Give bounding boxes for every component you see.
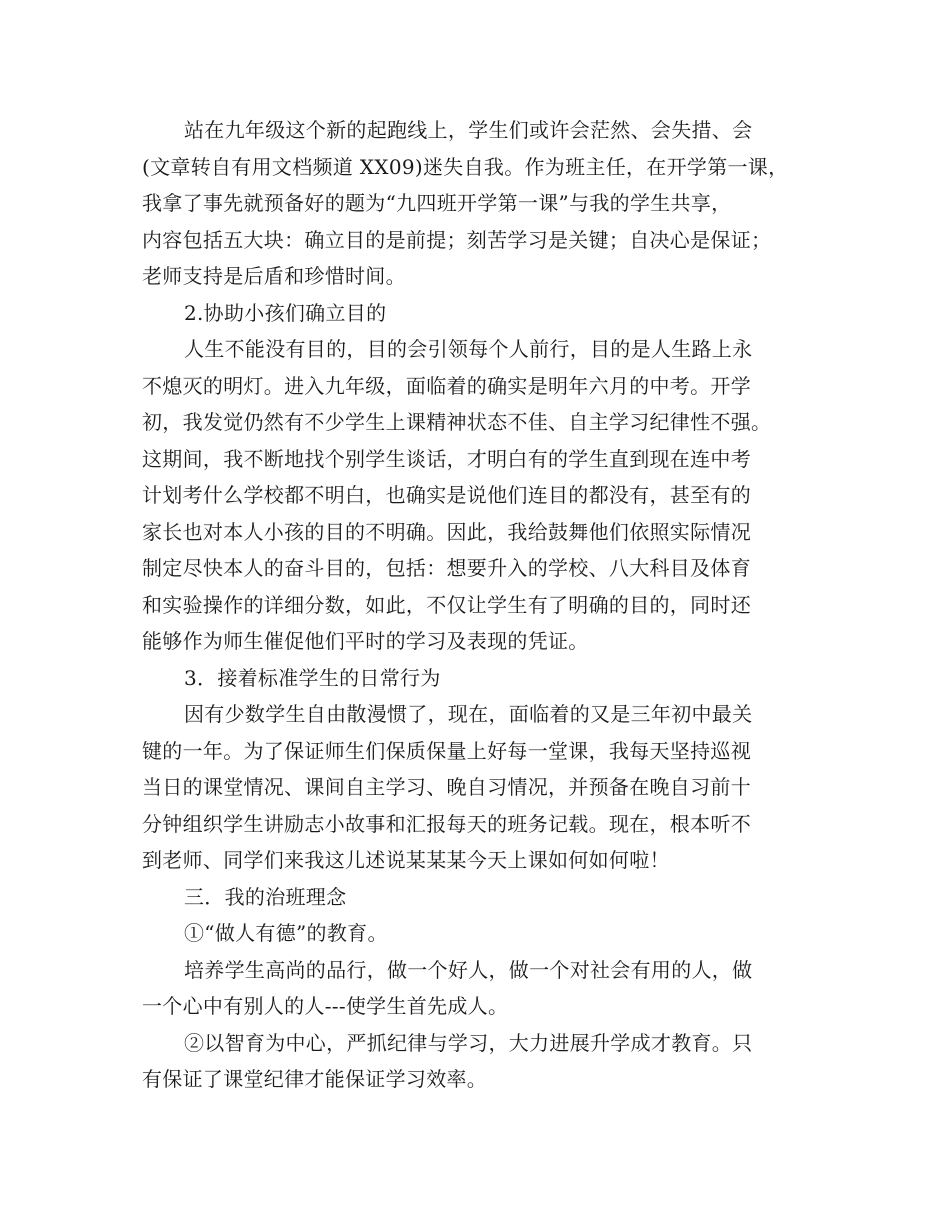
text-line: 这期间，我不断地找个别学生谈话，才明白有的学生直到现在连中考 (142, 446, 751, 471)
text-line: 家长也对本人小孩的目的不明确。因此，我给鼓舞他们依照实际情况 (142, 519, 751, 544)
text-line: 到老师、同学们来我这儿述说某某某今天上课如何如何啦！ (142, 848, 670, 872)
text-line: 培养学生高尚的品行，做一个好人，做一个对社会有用的人，做 (184, 957, 753, 982)
text-line: 和实验操作的详细分数，如此，不仅让学生有了明确的目的，同时还 (142, 592, 751, 617)
text-line: 不熄灭的明灯。进入九年级，面临着的确实是明年六月的中考。开学 (142, 373, 751, 398)
text-line: 有保证了课堂纪律才能保证学习效率。 (142, 1067, 488, 1091)
text-line: 计划考什么学校都不明白，也确实是说他们连目的都没有，甚至有的 (142, 483, 751, 507)
text-line: 分钟组织学生讲励志小故事和汇报每天的班务记载。现在，根本听不 (142, 811, 751, 836)
text-line: 能够作为师生催促他们平时的学习及表现的凭证。 (142, 629, 589, 653)
text-line: 内容包括五大块：确立目的是前提；刻苦学习是关键；自决心是保证； (142, 227, 772, 252)
text-line: 因有少数学生自由散漫惯了，现在，面临着的又是三年初中最关 (184, 702, 753, 726)
text-line: (文章转自有用文档频道 XX09)迷失自我。作为班主任，在开学第一课， (142, 154, 789, 179)
section-heading: 三．我的治班理念 (184, 884, 347, 909)
section-heading: 3．接着标准学生的日常行为 (184, 665, 441, 690)
text-line: 站在九年级这个新的起跑线上，学生们或许会茫然、会失措、会 (184, 118, 753, 142)
document-body (142, 112, 822, 1098)
text-line: 键的一年。为了保证师生们保质保量上好每一堂课，我每天坚持巡视 (142, 738, 751, 763)
text-line: 老师支持是后盾和珍惜时间。 (142, 264, 406, 288)
text-line: ②以智育为中心，严抓纪律与学习，大力进展升学成才教育。只 (184, 1030, 753, 1055)
text-line: 当日的课堂情况、课间自主学习、晚自习情况，并预备在晚自习前十 (142, 775, 751, 799)
text-line: 人生不能没有目的，目的会引领每个人前行，目的是人生路上永 (184, 337, 753, 361)
subsection-heading: ①“做人有德”的教育。 (184, 921, 388, 945)
text-line: 初，我发觉仍然有不少学生上课精神状态不佳、自主学习纪律性不强。 (142, 410, 772, 434)
section-heading: 2.协助小孩们确立目的 (184, 300, 387, 325)
text-line: 一个心中有别人的人---使学生首先成人。 (142, 994, 509, 1018)
text-line: 我拿了事先就预备好的题为“九四班开学第一课”与我的学生共享， (142, 191, 732, 215)
text-line: 制定尽快本人的奋斗目的，包括：想要升入的学校、八大科目及体育 (142, 556, 751, 580)
